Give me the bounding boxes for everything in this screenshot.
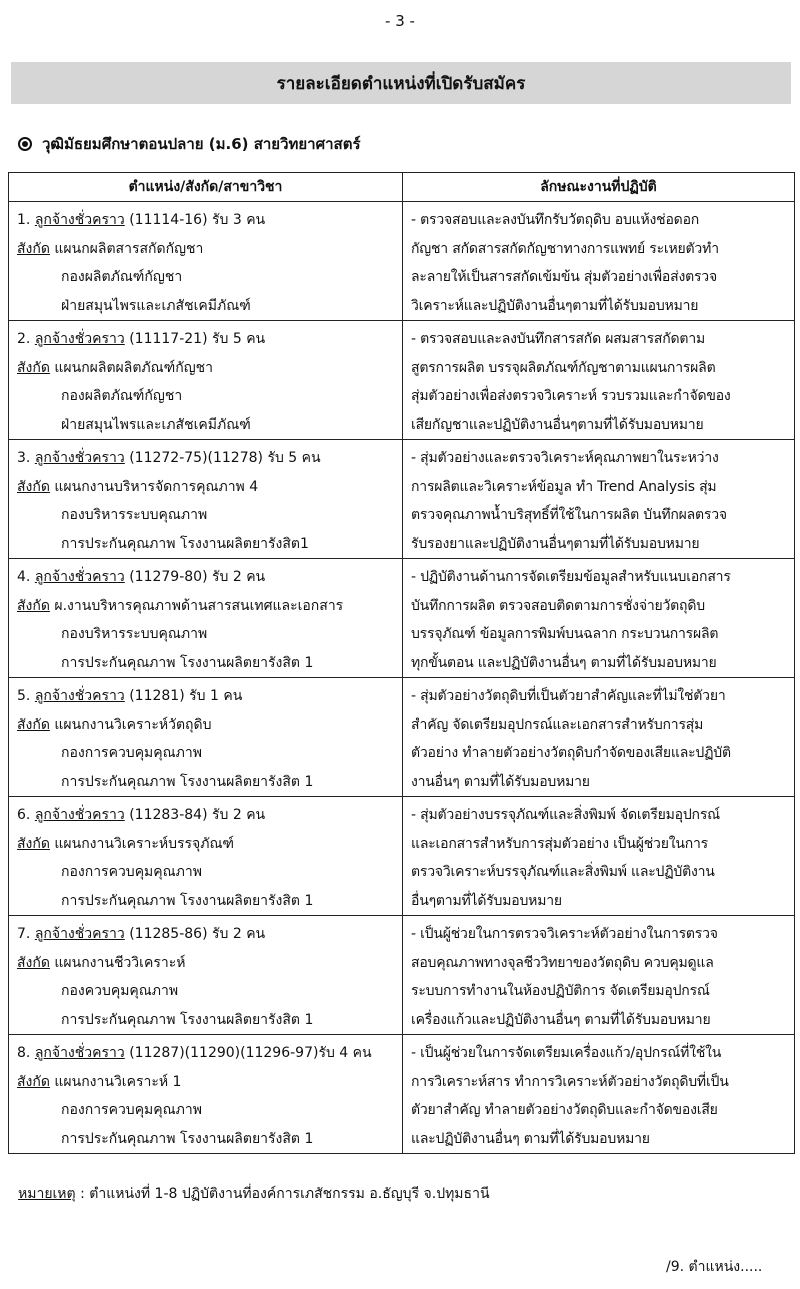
job-description-line: ทุกขั้นตอน และปฏิบัติงานอื่นๆ ตามที่ได้รับมอบหมาย: [411, 654, 717, 671]
job-description-cell: [403, 440, 795, 559]
affiliation-line: [17, 711, 394, 740]
section-heading: [18, 132, 361, 156]
affiliation-line: [17, 473, 394, 502]
affiliation-label: สังกัด: [17, 478, 50, 495]
position-detail: (11281) รับ 1 คน: [129, 688, 243, 704]
table-row: [9, 797, 795, 916]
affiliation-line: [17, 1068, 394, 1097]
position-line: [17, 325, 394, 354]
affiliation-department: การประกันคุณภาพ โรงงานผลิตยารังสิต1: [61, 535, 309, 552]
position-cell: [9, 916, 403, 1035]
affiliation-department: ฝ่ายสมุนไพรและเภสัชเคมีภัณฑ์: [61, 297, 251, 314]
job-description-line: สุ่มตัวอย่างเพื่อส่งตรวจวิเคราะห์ รวบรวมและกำจัดของ: [411, 388, 731, 404]
job-description-line: บรรจุภัณฑ์ ข้อมูลการพิมพ์บนฉลาก กระบวนการผลิต: [411, 626, 719, 642]
job-description-line: ละลายให้เป็นสารสกัดเข้มข้น สุ่มตัวอย่างเพื่อส่งตรวจ: [411, 269, 717, 285]
table-row: [9, 559, 795, 678]
job-description-line: - สุ่มตัวอย่างวัตถุดิบที่เป็นตัวยาสำคัญและที่ไม่ใช่ตัวยา: [411, 688, 726, 704]
affiliation-division: กองการควบคุมคุณภาพ: [61, 745, 202, 761]
job-description-cell: [403, 916, 795, 1035]
affiliation-department: ฝ่ายสมุนไพรและเภสัชเคมีภัณฑ์: [61, 416, 251, 433]
position-line: [17, 682, 394, 711]
job-description-line: อื่นๆตามที่ได้รับมอบหมาย: [411, 892, 562, 909]
position-line: [17, 563, 394, 592]
job-description-line: และปฏิบัติงานอื่นๆ ตามที่ได้รับมอบหมาย: [411, 1130, 650, 1147]
job-description-line: - ตรวจสอบและลงบันทึกสารสกัด ผสมสารสกัดตาม: [411, 331, 706, 347]
affiliation-department: การประกันคุณภาพ โรงงานผลิตยารังสิต 1: [61, 1011, 314, 1028]
job-description-line: งานอื่นๆ ตามที่ได้รับมอบหมาย: [411, 773, 590, 790]
job-description-line: สอบคุณภาพทางจุลชีววิทยาของวัตถุดิบ ควบคุมดูแล: [411, 954, 714, 971]
job-description-line: สำคัญ จัดเตรียมอุปกรณ์และเอกสารสำหรับการสุ่ม: [411, 716, 704, 733]
position-number: 1.: [17, 212, 31, 228]
affiliation-division: กองควบคุมคุณภาพ: [61, 983, 179, 999]
table-row: [9, 916, 795, 1035]
position-cell: [9, 559, 403, 678]
position-detail: (11114-16) รับ 3 คน: [129, 212, 266, 228]
affiliation-line: [17, 592, 394, 621]
job-description-cell: [403, 797, 795, 916]
footnote: [18, 1183, 490, 1205]
affiliation-department: การประกันคุณภาพ โรงงานผลิตยารังสิต 1: [61, 654, 314, 671]
position-detail: (11279-80) รับ 2 คน: [129, 569, 266, 585]
position-title: ลูกจ้างชั่วคราว: [34, 1045, 125, 1061]
position-number: 5.: [17, 688, 31, 704]
table-row: [9, 321, 795, 440]
position-cell: [9, 321, 403, 440]
job-description-line: วิเคราะห์และปฏิบัติงานอื่นๆตามที่ได้รับมอบหมาย: [411, 297, 699, 314]
affiliation-label: สังกัด: [17, 835, 50, 852]
table-row: [9, 202, 795, 321]
affiliation-division: กองผลิตภัณฑ์กัญชา: [61, 388, 183, 404]
affiliation-unit: แผนกผลิตผลิตภัณฑ์กัญชา: [54, 359, 214, 376]
affiliation-line: [17, 235, 394, 264]
position-detail: (11285-86) รับ 2 คน: [129, 926, 266, 942]
position-number: 7.: [17, 926, 31, 942]
affiliation-division: กองผลิตภัณฑ์กัญชา: [61, 269, 183, 285]
affiliation-label: สังกัด: [17, 597, 50, 614]
job-description-line: - สุ่มตัวอย่างและตรวจวิเคราะห์คุณภาพยาในระหว่าง: [411, 450, 719, 466]
position-detail: (11117-21) รับ 5 คน: [129, 331, 266, 347]
affiliation-department: การประกันคุณภาพ โรงงานผลิตยารังสิต 1: [61, 1130, 314, 1147]
affiliation-department: การประกันคุณภาพ โรงงานผลิตยารังสิต 1: [61, 892, 314, 909]
job-description-line: สูตรการผลิต บรรจุผลิตภัณฑ์กัญชาตามแผนการผลิต: [411, 359, 716, 376]
job-description-line: การวิเคราะห์สาร ทำการวิเคราะห์ตัวอย่างวัตถุดิบที่เป็น: [411, 1073, 729, 1090]
affiliation-division: กองการควบคุมคุณภาพ: [61, 1102, 202, 1118]
position-line: [17, 206, 394, 235]
job-description-line: การผลิตและวิเคราะห์ข้อมูล ทำ Trend Analysis สุ่ม: [411, 478, 717, 495]
job-description-line: ตัวอย่าง ทำลายตัวอย่างวัตถุดิบกำจัดของเสียและปฏิบัติ: [411, 745, 731, 761]
affiliation-unit: แผนกงานบริหารจัดการคุณภาพ 4: [54, 478, 259, 495]
job-description-line: - ตรวจสอบและลงบันทึกรับวัตถุดิบ อบแห้งช่อดอก: [411, 212, 700, 228]
position-number: 4.: [17, 569, 31, 585]
job-description-line: ตัวยาสำคัญ ทำลายตัวอย่างวัตถุดิบและกำจัดของเสีย: [411, 1102, 718, 1118]
job-description-line: และเอกสารสำหรับการสุ่มตัวอย่าง เป็นผู้ช่วยในการ: [411, 835, 708, 852]
position-number: 3.: [17, 450, 31, 466]
job-description-line: ระบบการทำงานในห้องปฏิบัติการ จัดเตรียมอุปกรณ์: [411, 983, 710, 999]
position-cell: [9, 678, 403, 797]
job-description-cell: [403, 559, 795, 678]
position-number: 8.: [17, 1045, 31, 1061]
position-cell: [9, 1035, 403, 1154]
position-title: ลูกจ้างชั่วคราว: [34, 688, 125, 704]
footnote-text: : ตำแหน่งที่ 1-8 ปฏิบัติงานที่องค์การเภสัชกรรม อ.ธัญบุรี จ.ปทุมธานี: [75, 1186, 490, 1202]
affiliation-label: สังกัด: [17, 359, 50, 376]
job-description-cell: [403, 1035, 795, 1154]
position-detail: (11272-75)(11278) รับ 5 คน: [129, 450, 321, 466]
affiliation-unit: แผนกงานวิเคราะห์บรรจุภัณฑ์: [54, 835, 235, 852]
job-description-cell: [403, 678, 795, 797]
position-cell: [9, 440, 403, 559]
job-description-line: เครื่องแก้วและปฏิบัติงานอื่นๆ ตามที่ได้รับมอบหมาย: [411, 1011, 711, 1028]
affiliation-label: สังกัด: [17, 1073, 50, 1090]
continuation-marker: /9. ตำแหน่ง.....: [666, 1259, 763, 1275]
affiliation-line: [17, 949, 394, 978]
position-line: [17, 920, 394, 949]
position-title: ลูกจ้างชั่วคราว: [34, 926, 125, 942]
job-description-line: - ปฏิบัติงานด้านการจัดเตรียมข้อมูลสำหรับแนบเอกสาร: [411, 569, 731, 585]
position-title: ลูกจ้างชั่วคราว: [34, 331, 125, 347]
job-description-line: ตรวจคุณภาพน้ำบริสุทธิ์ที่ใช้ในการผลิต บันทึกผลตรวจ: [411, 507, 727, 523]
position-title: ลูกจ้างชั่วคราว: [34, 569, 125, 585]
job-description-line: - เป็นผู้ช่วยในการจัดเตรียมเครื่องแก้ว/อุปกรณ์ที่ใช้ใน: [411, 1045, 722, 1061]
section-heading-text: วุฒิมัธยมศึกษาตอนปลาย (ม.6) สายวิทยาศาสตร์: [42, 135, 361, 153]
affiliation-department: การประกันคุณภาพ โรงงานผลิตยารังสิต 1: [61, 773, 314, 790]
radio-bullet-icon: [18, 137, 32, 151]
affiliation-unit: แผนกงานชีววิเคราะห์: [54, 954, 186, 971]
table-header-row: [9, 173, 795, 202]
position-title: ลูกจ้างชั่วคราว: [34, 450, 125, 466]
page-title-banner: [11, 62, 791, 104]
table-row: [9, 440, 795, 559]
job-description-line: - เป็นผู้ช่วยในการตรวจวิเคราะห์ตัวอย่างในการตรวจ: [411, 926, 718, 942]
position-line: [17, 801, 394, 830]
footnote-label: หมายเหตุ: [18, 1186, 76, 1202]
affiliation-unit: แผนกงานวิเคราะห์ 1: [54, 1073, 182, 1090]
affiliation-unit: แผนกผลิตสารสกัดกัญชา: [54, 240, 204, 257]
page-title: รายละเอียดตำแหน่งที่เปิดรับสมัคร: [276, 73, 526, 94]
job-description-line: รับรองยาและปฏิบัติงานอื่นๆตามที่ได้รับมอบหมาย: [411, 535, 700, 552]
affiliation-division: กองการควบคุมคุณภาพ: [61, 864, 202, 880]
affiliation-label: สังกัด: [17, 954, 50, 971]
affiliation-line: [17, 354, 394, 383]
position-cell: [9, 797, 403, 916]
job-description-cell: [403, 321, 795, 440]
job-description-line: เสียกัญชาและปฏิบัติงานอื่นๆตามที่ได้รับมอบหมาย: [411, 416, 704, 433]
header-position: ตำแหน่ง/สังกัด/สาขาวิชา: [9, 173, 403, 202]
affiliation-line: [17, 830, 394, 859]
table-row: [9, 678, 795, 797]
affiliation-division: กองบริหารระบบคุณภาพ: [61, 507, 208, 523]
table-row: [9, 1035, 795, 1154]
position-number: 2.: [17, 331, 31, 347]
position-line: [17, 444, 394, 473]
position-line: [17, 1039, 394, 1068]
job-description-line: บันทึกการผลิต ตรวจสอบติดตามการชั่งจ่ายวัตถุดิบ: [411, 597, 705, 614]
position-title: ลูกจ้างชั่วคราว: [34, 212, 125, 228]
position-cell: [9, 202, 403, 321]
affiliation-label: สังกัด: [17, 716, 50, 733]
affiliation-unit: ผ.งานบริหารคุณภาพด้านสารสนเทศและเอกสาร: [54, 597, 344, 614]
position-number: 6.: [17, 807, 31, 823]
job-description-line: กัญชา สกัดสารสกัดกัญชาทางการแพทย์ ระเหยตัวทำ: [411, 240, 719, 257]
position-detail: (11287)(11290)(11296-97)รับ 4 คน: [129, 1045, 372, 1061]
job-description-line: - สุ่มตัวอย่างบรรจุภัณฑ์และสิ่งพิมพ์ จัดเตรียมอุปกรณ์: [411, 807, 720, 823]
affiliation-unit: แผนกงานวิเคราะห์วัตถุดิบ: [54, 716, 212, 733]
positions-table: [8, 172, 795, 1154]
position-detail: (11283-84) รับ 2 คน: [129, 807, 266, 823]
affiliation-label: สังกัด: [17, 240, 50, 257]
affiliation-division: กองบริหารระบบคุณภาพ: [61, 626, 208, 642]
job-description-line: ตรวจวิเคราะห์บรรจุภัณฑ์และสิ่งพิมพ์ และปฏิบัติงาน: [411, 864, 715, 880]
position-title: ลูกจ้างชั่วคราว: [34, 807, 125, 823]
page-number: - 3 -: [385, 12, 415, 30]
header-job-description: ลักษณะงานที่ปฏิบัติ: [403, 173, 795, 202]
job-description-cell: [403, 202, 795, 321]
